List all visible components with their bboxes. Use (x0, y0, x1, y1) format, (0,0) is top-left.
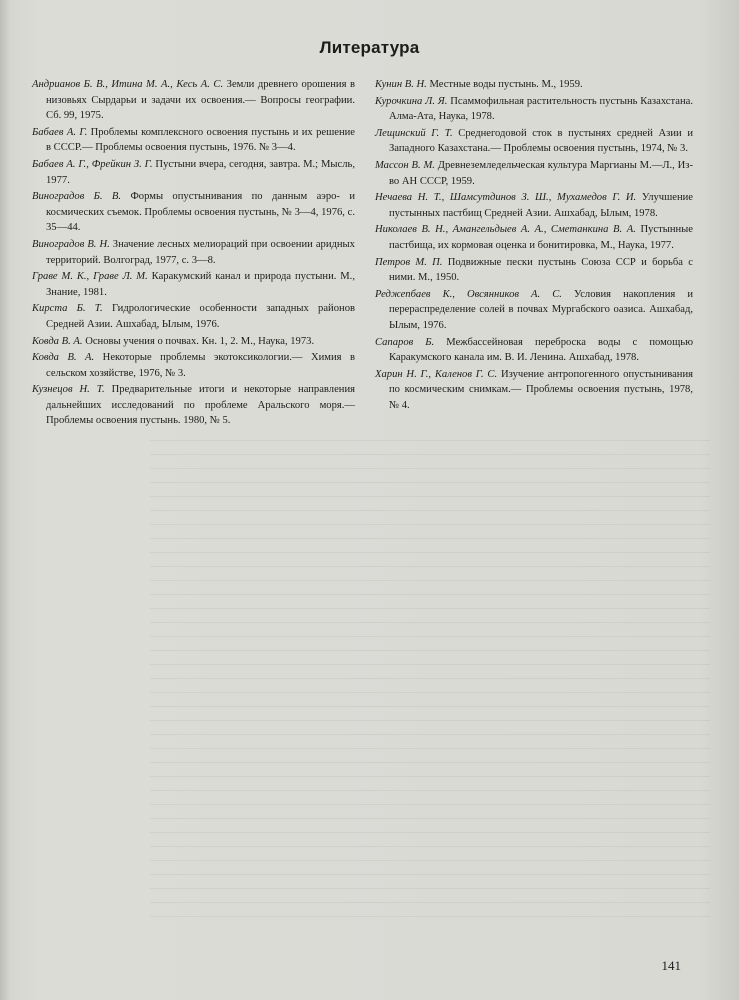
reference-text: Пустыни вчера, сегодня, завтра. М.; Мысль, 1977. (46, 158, 355, 186)
reference-entry (375, 94, 693, 125)
reference-text: Значение лесных мелиораций при освоении аридных территорий. Волгоград, 1977, с. 3—8. (46, 238, 355, 266)
reference-entry (375, 190, 693, 221)
reference-entry (375, 77, 693, 93)
reference-entry (375, 255, 693, 286)
reference-authors: Бабаев А. Г., Фрейкин З. Г. (32, 158, 153, 170)
reference-text: Условия накопления и перераспределение солей в почвах Мургабского оазиса. Ашхабад, Ылым, 1976. (389, 288, 693, 331)
reference-authors: Бабаев А. Г. (32, 126, 88, 138)
reference-authors: Массон В. М. (375, 159, 435, 171)
reference-entry (32, 237, 355, 268)
reference-authors: Николаев В. Н., Амангельдыев А. А., Сметанкина В. А. (375, 224, 636, 236)
reference-entry (375, 367, 693, 414)
reference-entry (32, 125, 355, 156)
reference-entry (375, 335, 693, 366)
reference-authors: Виноградов Б. В. (32, 191, 122, 203)
reference-text: Пустынные пастбища, их кормовая оценка и бонитировка, М., Наука, 1977. (389, 224, 693, 251)
reference-authors: Сапаров Б. (375, 336, 435, 348)
reference-text: Псаммофильная растительность пустынь Казахстана. Алма-Ата, Наука, 1978. (389, 95, 693, 123)
reference-entry (32, 350, 355, 381)
reference-text: Межбассейновая переброска воды с помощью Каракумского канала им. В. И. Ленина. Ашхабад, 1978. (389, 336, 693, 364)
reference-entry (32, 334, 355, 350)
reference-text: Среднегодовой сток в пустынях средней Азии и Западного Казахстана.— Проблемы освоения пустынь, 1974, № 3. (389, 127, 693, 155)
reference-entry (375, 222, 693, 253)
reference-entry (32, 301, 355, 332)
reference-entry (32, 157, 355, 188)
reference-text: Проблемы комплексного освоения пустынь и их решение в СССР.— Проблемы освоения пустынь, 1976. № 3—4. (46, 126, 355, 154)
reference-authors: Петров М. П. (375, 256, 443, 268)
reference-entry (375, 126, 693, 157)
reference-text: Предварительные итоги и некоторые направления дальнейших исследований по проблеме Аральского моря.— Проблемы освоения пустынь. 1980, № 5. (46, 384, 355, 427)
reference-authors: Кузнецов Н. Т. (32, 384, 105, 396)
page-title: Литература (319, 38, 420, 57)
reference-entry (32, 382, 355, 429)
reference-authors: Харин Н. Г., Каленов Г. С. (375, 368, 498, 380)
reference-entry (375, 287, 693, 334)
show-through-texture (150, 440, 710, 920)
references-right-column (375, 77, 693, 414)
reference-text: Улучшение пустынных пастбищ Средней Азии. Ашхабад, Ылым, 1978. (389, 192, 694, 219)
reference-authors: Лещинский Г. Т. (375, 127, 453, 139)
reference-text: Гидрологические особенности западных районов Средней Азии. Ашхабад, Ылым, 1976. (46, 303, 355, 330)
reference-authors: Кунин В. Н. (375, 79, 427, 90)
reference-authors: Ковда В. А. (32, 352, 95, 364)
reference-authors: Реджепбаев К., Овсянников А. С. (375, 288, 562, 300)
reference-text: Формы опустынивания по данным аэро- и космических съемок. Проблемы освоения пустынь, № 3—4, 1976, с. 35—44. (46, 191, 355, 234)
reference-entry (32, 269, 355, 300)
reference-text: Древнеземледельческая культура Маргианы М.—Л., Из-во АН СССР, 1959. (389, 159, 693, 187)
reference-entry (375, 158, 693, 189)
reference-text: Каракумский канал и природа пустыни. М., Знание, 1981. (46, 271, 355, 298)
reference-authors: Андрианов Б. В., Итина М. А., Кесь А. С. (32, 79, 224, 90)
reference-text: Подвижные пески пустынь Союза ССР и борьба с ними. М., 1950. (389, 256, 693, 284)
reference-authors: Виноградов В. Н. (32, 238, 110, 250)
reference-text: Изучение антропогенного опустынивания по космическим снимкам.— Проблемы освоения пустынь, 1978, № 4. (389, 368, 693, 411)
reference-text: Местные воды пустынь. М., 1959. (429, 79, 583, 90)
reference-entry (32, 189, 355, 236)
reference-authors: Кирста Б. Т. (32, 303, 103, 315)
reference-authors: Ковда В. А. (32, 335, 83, 347)
reference-authors: Нечаева Н. Т., Шамсутдинов З. Ш., Мухамедов Г. И. (375, 192, 637, 204)
reference-entry (32, 77, 355, 124)
references-left-column (32, 77, 355, 430)
page-number: 141 (661, 958, 681, 973)
reference-authors: Граве М. К., Граве Л. М. (32, 271, 148, 283)
reference-text: Основы учения о почвах. Кн. 1, 2. М., Наука, 1973. (85, 335, 315, 347)
reference-text: Земли древнего орошения в низовьях Сырдарьи и задачи их освоения.— Вопросы географии. Сб. 99, 1975. (46, 79, 355, 122)
reference-authors: Курочкина Л. Я. (375, 95, 448, 107)
reference-text: Некоторые проблемы экотоксикологии.— Химия в сельском хозяйстве, 1976, № 3. (46, 352, 355, 379)
